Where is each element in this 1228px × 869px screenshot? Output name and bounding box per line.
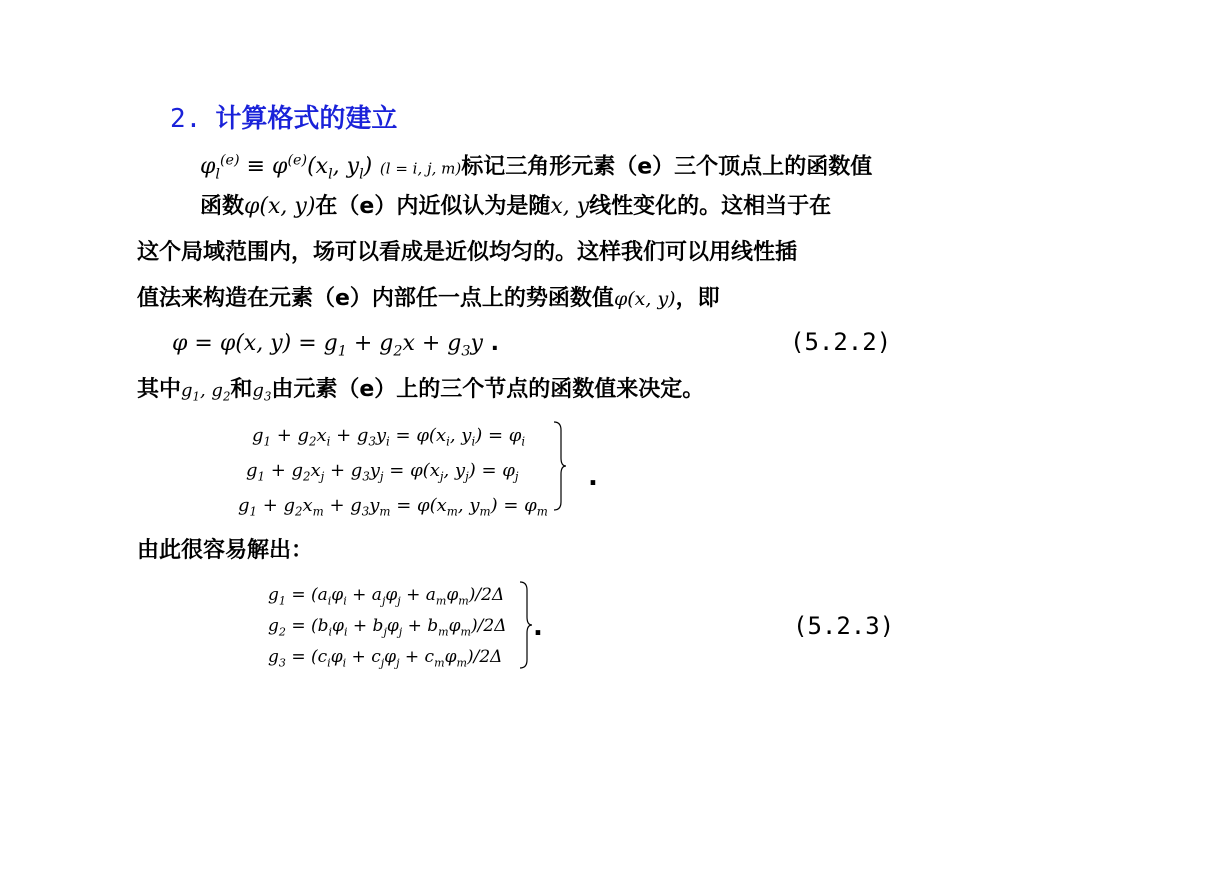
period-mark: . bbox=[588, 462, 598, 492]
formula-phi-linear: φ = φ(x, $y) = g_1 + g_2x + g_3y$ bbox=[172, 331, 483, 360]
equation-node-m: $g_1 + g_2x_m + g_3y_m = \varphi(x_m$, $y_m) = \varphi_m$ bbox=[238, 495, 548, 519]
solution-system bbox=[268, 580, 506, 673]
formula-phi-l: $\varphi_l^{(e)} \equiv \varphi^{(e)}(x_l$, $y_l$) bbox=[200, 153, 373, 183]
paragraph-line-1 bbox=[200, 146, 872, 190]
formula-g1-g2: $g_1$, $g_2$ bbox=[181, 380, 231, 404]
line1-text: 标记三角形元素（e）三个顶点上的函数值 bbox=[461, 154, 873, 180]
paragraph-line-5 bbox=[137, 375, 704, 412]
solution-g1: $g_1 = (a_i\varphi_i + a_j\varphi_j + a_m\varphi_m)/2\Delta$ bbox=[268, 585, 505, 608]
section-number: 2. bbox=[170, 104, 202, 134]
line3-text: 这个局域范围内，场可以看成是近似均匀的。这样我们可以用线性插 bbox=[137, 240, 798, 265]
right-brace-1 bbox=[552, 420, 568, 512]
equation-system-nodes bbox=[238, 418, 548, 523]
equation-5-2-2: φ = φ(x, $y) = g_1 + g_2x + g_3y$ . bbox=[172, 331, 499, 360]
line6-text: 由此很容易解出： bbox=[137, 538, 314, 563]
formula-g3: $g_3$ bbox=[252, 380, 272, 404]
section-title: 计算格式的建立 bbox=[215, 104, 398, 134]
formula-xy: x, y bbox=[550, 194, 590, 219]
period-mark-2: . bbox=[533, 612, 543, 642]
paragraph-line-6 bbox=[137, 536, 313, 566]
paragraph-line-2 bbox=[200, 192, 831, 222]
solution-g2: $g_2 = (b_i\varphi_i + b_j\varphi_j + b_m\varphi_m)/2\Delta$ bbox=[268, 616, 507, 639]
line4-prefix: 值法来构造在元素（e）内部任一点上的势函数值 bbox=[137, 286, 614, 311]
line2-prefix: 函数 bbox=[200, 194, 245, 219]
formula-phi-xy: φ(x, y) bbox=[244, 194, 316, 219]
section-heading bbox=[170, 98, 397, 135]
equation-number-5-2-2: (5.2.2) bbox=[790, 328, 892, 356]
paragraph-line-3 bbox=[137, 238, 797, 268]
line2-suffix: 线性变化的。这相当于在 bbox=[589, 194, 832, 219]
formula-phi-xy-2: φ(x, y) bbox=[613, 288, 676, 310]
line2-mid: 在（e）内近似认为是随 bbox=[315, 194, 551, 219]
equation-node-j: $g_1 + g_2x_j + g_3y_j = \varphi(x_j$, $y_j) = \varphi_j$ bbox=[246, 460, 519, 484]
line5-suffix: 由元素（e）上的三个节点的函数值来决定。 bbox=[271, 377, 705, 402]
equation-node-i: $g_1 + g_2x_i + g_3y_i = \varphi(x_i$, $y_i) = \varphi_i$ bbox=[252, 425, 526, 449]
formula-index-range: (l = i, j, m) bbox=[379, 159, 462, 178]
line5-and: 和 bbox=[230, 377, 253, 402]
right-brace-2 bbox=[518, 580, 534, 670]
paragraph-line-4 bbox=[137, 284, 720, 314]
line5-prefix: 其中 bbox=[137, 377, 182, 402]
line4-suffix: ，即 bbox=[675, 286, 720, 311]
equation-number-5-2-3: (5.2.3) bbox=[793, 612, 895, 640]
solution-g3: $g_3 = (c_i\varphi_i + c_j\varphi_j + c_m\varphi_m)/2\Delta$ bbox=[268, 647, 503, 670]
